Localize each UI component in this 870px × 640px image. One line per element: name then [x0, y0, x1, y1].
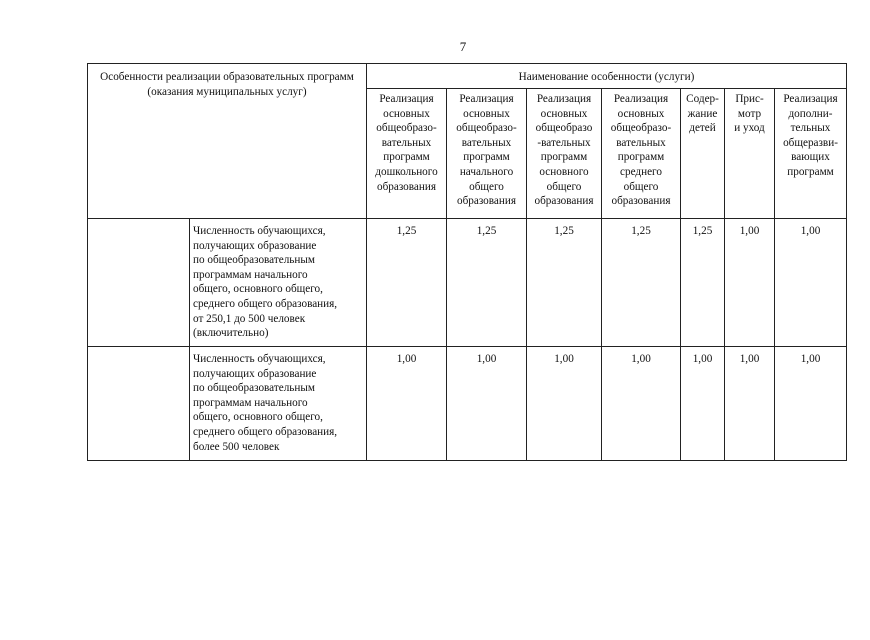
column-header-maintenance: Содер- жание детей: [681, 89, 725, 219]
table-cell: 1,00: [447, 347, 527, 461]
table-cell: 1,00: [725, 347, 775, 461]
table-cell: 1,00: [775, 347, 847, 461]
table-cell: 1,00: [527, 347, 602, 461]
table-cell: 1,00: [367, 347, 447, 461]
table-cell: 1,25: [527, 219, 602, 347]
column-header-secondary: Реализация основных общеобразо- вательных программ среднего общего образования: [602, 89, 681, 219]
table-row: [88, 347, 847, 461]
table-cell: 1,25: [681, 219, 725, 347]
table-cell: 1,00: [775, 219, 847, 347]
table-cell: 1,00: [725, 219, 775, 347]
empty-cell: [88, 219, 190, 347]
column-header-care: Прис- мотр и уход: [725, 89, 775, 219]
column-header-preschool: Реализация основных общеобразо- вательных программ дошкольного образования: [367, 89, 447, 219]
corner-header: Особенности реализации образовательных программ (оказания муниципальных услуг): [88, 64, 367, 219]
table-cell: 1,00: [602, 347, 681, 461]
row-label: Численность обучающихся, получающих образование по общеобразовательным программам начального общего, основного общего, среднего общего образования, более 500 человек: [190, 347, 367, 461]
table-cell: 1,00: [681, 347, 725, 461]
column-header-primary: Реализация основных общеобразо- вательных программ начального общего образования: [447, 89, 527, 219]
page-number: 7: [459, 39, 467, 54]
features-table: [87, 63, 847, 461]
column-header-basic: Реализация основных общеобразо -вательных программ основного общего образования: [527, 89, 602, 219]
empty-cell: [88, 347, 190, 461]
table-cell: 1,25: [602, 219, 681, 347]
table-cell: 1,25: [447, 219, 527, 347]
row-label: Численность обучающихся, получающих образование по общеобразовательным программам начального общего, основного общего, среднего общего образования, от 250,1 до 500 человек (включительно): [190, 219, 367, 347]
table-row: [88, 219, 847, 347]
table-cell: 1,25: [367, 219, 447, 347]
group-header: Наименование особенности (услуги): [367, 64, 847, 89]
column-header-additional: Реализация дополни- тельных общеразви- вающих программ: [775, 89, 847, 219]
